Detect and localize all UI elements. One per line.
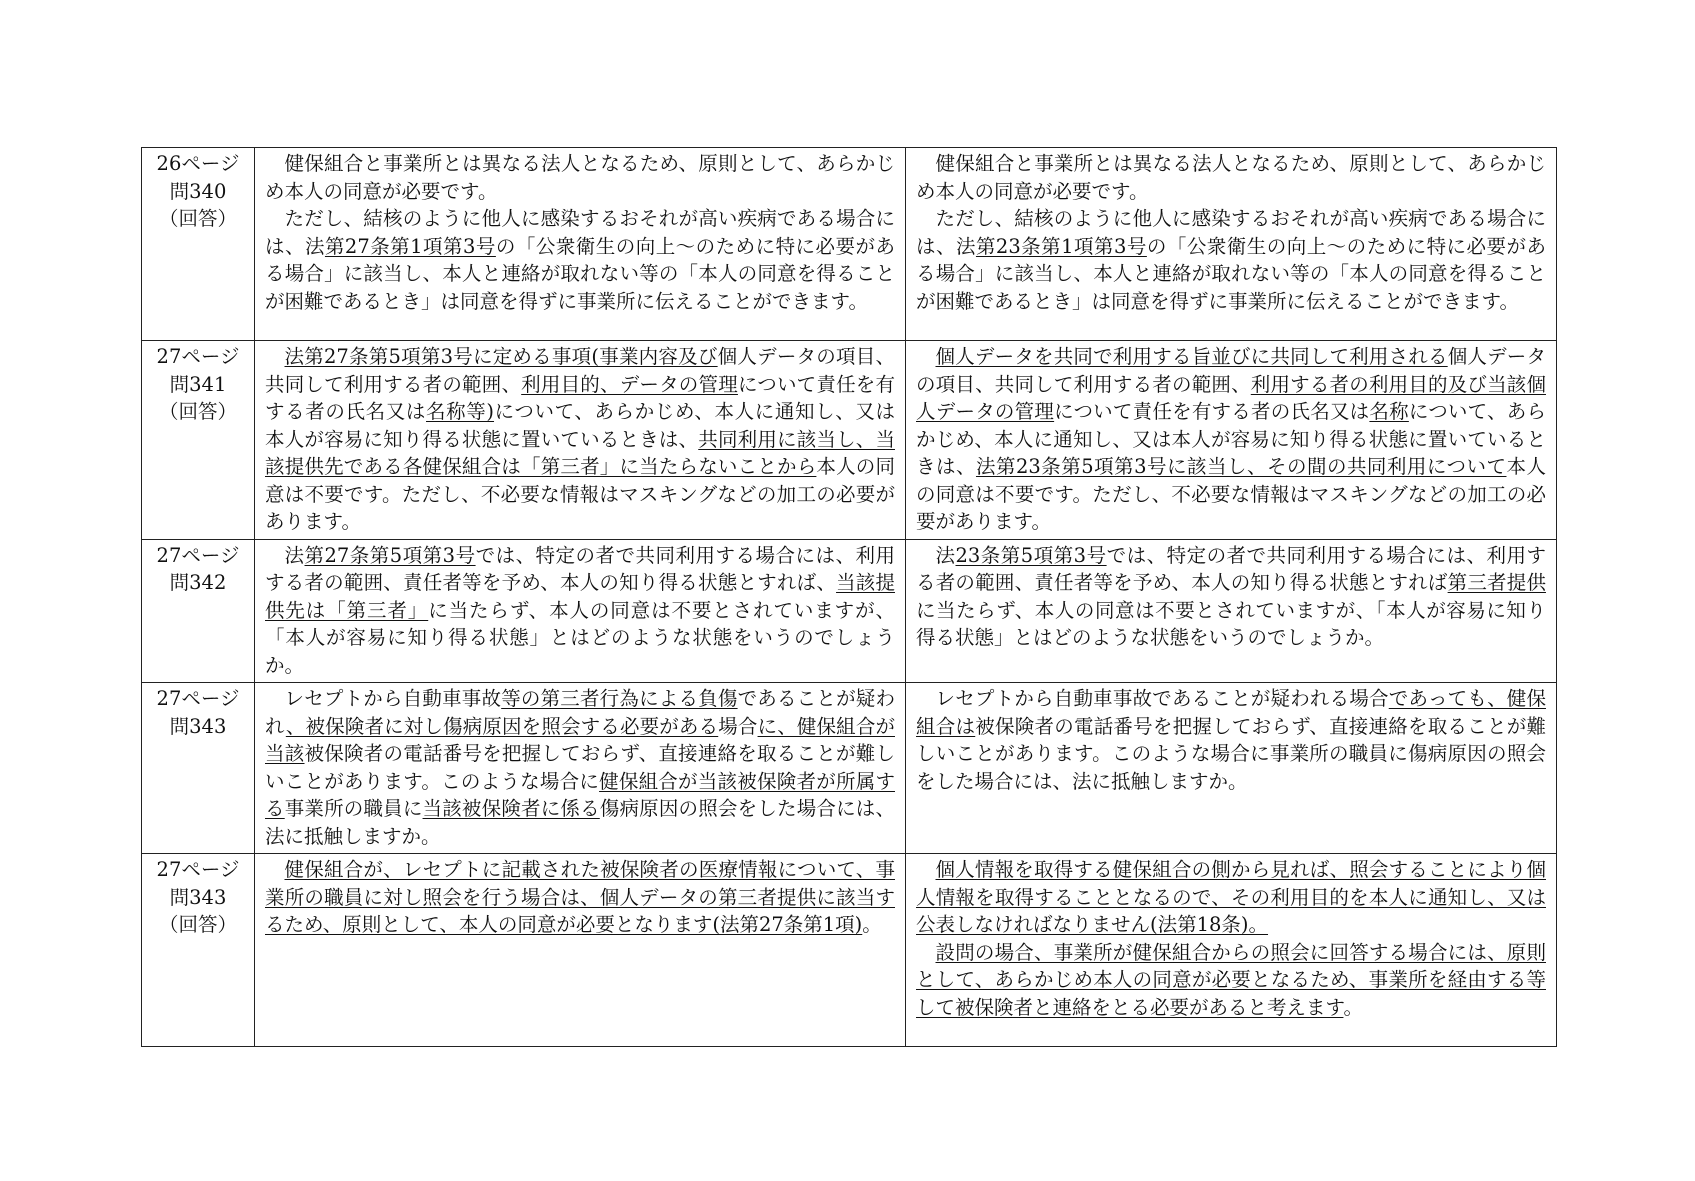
text-segment: ただし、結核のように他人に感染するおそれが高い疾病である場合には、法: [265, 207, 895, 258]
text-segment: 事業所の職員に: [284, 797, 423, 820]
text-segment: 法: [284, 543, 305, 567]
table-row: [142, 148, 1557, 341]
revised-text-cell: [255, 539, 906, 683]
reference-line: （回答）: [158, 913, 237, 936]
underlined-text: 利用する者の利用目的及び当該個人データの管理: [916, 372, 1546, 423]
text-segment: レセプトから自動車事故であることが疑われる場合: [935, 687, 1389, 710]
underlined-text: 健保組合が、レセプトに記載された被保険者の医療情報について、事業所の職員に対し照会を行う場合は、個人データの第三者提供に該当するため、原則として、本人の同意が必要となります(法第27条第1項): [265, 858, 895, 936]
paragraph: [916, 343, 1546, 536]
text-segment: 。: [862, 913, 882, 936]
underlined-text: 共同利用に該当し、当該提供先である各健保組合は「第三者」に当たらないことから: [265, 427, 895, 478]
underlined-text: 名称: [1369, 400, 1409, 423]
current-text-cell: [906, 148, 1557, 341]
underlined-text: 、被保険者に対し傷病原因を照会する必要がある: [285, 714, 719, 738]
paragraph: [916, 205, 1546, 315]
paragraph: [916, 685, 1546, 795]
reference-cell: [142, 683, 255, 854]
reference-line: 27ページ: [156, 543, 240, 567]
paragraph: [265, 343, 895, 536]
revised-text-cell: [255, 148, 906, 341]
underlined-text: 個人データを共同で利用する旨並びに共同して利用される: [935, 345, 1448, 368]
underlined-text: 第23条第1項第3号: [975, 234, 1147, 258]
reference-line: 27ページ: [156, 858, 240, 881]
text-segment: 個人データの項目、共同して利用する者の範囲、: [916, 345, 1546, 396]
text-segment: では、特定の者で共同利用する場合には、利用する者の範囲、責任者等を予め、本人の知り得る状態とすれば: [916, 543, 1546, 594]
text-segment: ただし、結核のように他人に感染するおそれが高い疾病である場合には、法: [916, 207, 1546, 258]
current-text-cell: [906, 683, 1557, 854]
text-segment: について、あらかじめ、本人に通知し、又は本人が容易に知り得る状態に置いているときは、: [916, 400, 1546, 478]
revised-text-cell: [255, 683, 906, 854]
text-segment: について責任を有する者の氏名又は: [265, 372, 895, 423]
underlined-text: 当該被保険者に係る: [422, 797, 600, 820]
reference-cell: [142, 539, 255, 683]
text-segment: 被保険者の電話番号を把握しておらず、直接連絡を取ることが難しいことがあります。このような場合に: [265, 742, 895, 793]
text-segment: 傷病原因の照会をした場合には、法に抵触しますか。: [265, 797, 895, 848]
text-segment: 法: [935, 543, 956, 567]
reference-cell: [142, 341, 255, 540]
reference-line: 問343: [169, 885, 227, 909]
reference-line: 27ページ: [156, 687, 240, 710]
underlined-text: 第三者提供: [1447, 571, 1546, 594]
paragraph: [916, 542, 1546, 652]
paragraph: [265, 685, 895, 850]
text-segment: 。: [1343, 995, 1363, 1019]
paragraph: [265, 542, 895, 680]
underlined-text: 設問の場合、事業所が健保組合からの照会に回答する場合には、原則として、あらかじめ本人の同意が必要となるため、事業所を経由する等して被保険者と連絡をとる必要があると考えます: [916, 940, 1546, 1019]
underlined-text: 利用目的、データの管理: [521, 372, 738, 396]
text-segment: について、あらかじめ、本人に通知し、又は本人が容易に知り得る状態に置いているときは、: [265, 400, 895, 451]
reference-cell: [142, 148, 255, 341]
underlined-text: 名称等): [426, 400, 495, 423]
revised-text-cell: [255, 341, 906, 540]
table-row: [142, 341, 1557, 540]
table-row: [142, 683, 1557, 854]
reference-line: 問342: [169, 571, 227, 594]
underlined-text: 法第23条第5項第3号に該当し、その間の共同利用について: [975, 455, 1507, 478]
reference-line: 問343: [169, 714, 227, 738]
text-segment: では、特定の者で共同利用する場合には、利用する者の範囲、責任者等を予め、本人の知り得る状態とすれば、: [265, 543, 895, 594]
current-text-cell: [906, 539, 1557, 683]
reference-line: （回答）: [158, 400, 237, 423]
text-segment: の「公衆衛生の向上～のために特に必要がある場合」に該当し、本人と連絡が取れない等の「本人の同意を得ることが困難であるとき」は同意を得ずに事業所に伝えることができます。: [916, 234, 1546, 313]
table-row: [142, 539, 1557, 683]
text-segment: 被保険者の電話番号を把握しておらず、直接連絡を取ることが難しいことがあります。このような場合に事業所の職員に傷病原因の照会をした場合には、法に抵触しますか。: [916, 714, 1546, 793]
underlined-text: 第27条第5項第3号: [304, 543, 476, 567]
paragraph: [916, 856, 1546, 939]
paragraph: [265, 205, 895, 315]
reference-line: 問341: [169, 372, 227, 396]
table-body: [142, 148, 1557, 1047]
table-row: [142, 854, 1557, 1047]
underlined-text: であっても、健保組合は: [916, 687, 1546, 738]
current-text-cell: [906, 854, 1557, 1047]
reference-cell: [142, 854, 255, 1047]
paragraph: [265, 856, 895, 939]
text-segment: レセプトから自動車事故: [284, 687, 502, 710]
reference-line: 27ページ: [156, 345, 240, 368]
comparison-table: [141, 147, 1557, 1047]
text-segment: に当たらず、本人の同意は不要とされていますが、「本人が容易に知り得る状態」とはどのような状態をいうのでしょうか。: [916, 598, 1546, 649]
text-segment: 場合: [718, 714, 758, 738]
current-text-cell: [906, 341, 1557, 540]
text-segment: 本人の同意は不要です。ただし、不必要な情報はマスキングなどの加工の必要があります。: [265, 455, 895, 533]
underlined-text: 当該提供先は「第三者」: [265, 571, 895, 622]
text-segment: の「公衆衛生の向上～のために特に必要がある場合」に該当し、本人と連絡が取れない等の「本人の同意を得ることが困難であるとき」は同意を得ずに事業所に伝えることができます。: [265, 234, 895, 313]
revised-text-cell: [255, 854, 906, 1047]
text-segment: であることが疑われ: [265, 687, 895, 738]
reference-line: （回答）: [158, 207, 237, 230]
paragraph: [265, 150, 895, 205]
reference-line: 26ページ: [156, 152, 240, 175]
text-segment: 健保組合と事業所とは異なる法人となるため、原則として、あらかじめ本人の同意が必要です。: [265, 152, 895, 203]
underlined-text: 健保組合が当該被保険者が所属する: [265, 769, 895, 820]
underlined-text: 等の第三者行為による負傷: [501, 687, 738, 710]
text-segment: 健保組合と事業所とは異なる法人となるため、原則として、あらかじめ本人の同意が必要です。: [916, 152, 1546, 203]
text-segment: 本人の同意は不要です。ただし、不必要な情報はマスキングなどの加工の必要があります。: [916, 455, 1546, 533]
text-segment: について責任を有する者の氏名又は: [1054, 400, 1370, 423]
underlined-text: 法第27条第5項第3号に定める事項(事業内容及び: [284, 345, 718, 368]
underlined-text: に、健保組合が当該: [265, 714, 895, 765]
underlined-text: 23条第5項第3号: [955, 543, 1107, 567]
underlined-text: 個人情報を取得する健保組合の側から見れば、照会することにより個人情報を取得することとなるので、その利用目的を本人に通知し、又は公表しなければなりません(法第18条)。: [916, 858, 1546, 936]
underlined-text: 第27条第1項第3号: [324, 234, 496, 258]
text-segment: 個人データの項目、共同して利用する者の範囲、: [265, 345, 895, 396]
text-segment: に当たらず、本人の同意は不要とされていますが、「本人が容易に知り得る状態」とはどのような状態をいうのでしょうか。: [265, 598, 895, 677]
paragraph: [916, 150, 1546, 205]
paragraph: [916, 939, 1546, 1022]
reference-line: 問340: [169, 179, 227, 203]
